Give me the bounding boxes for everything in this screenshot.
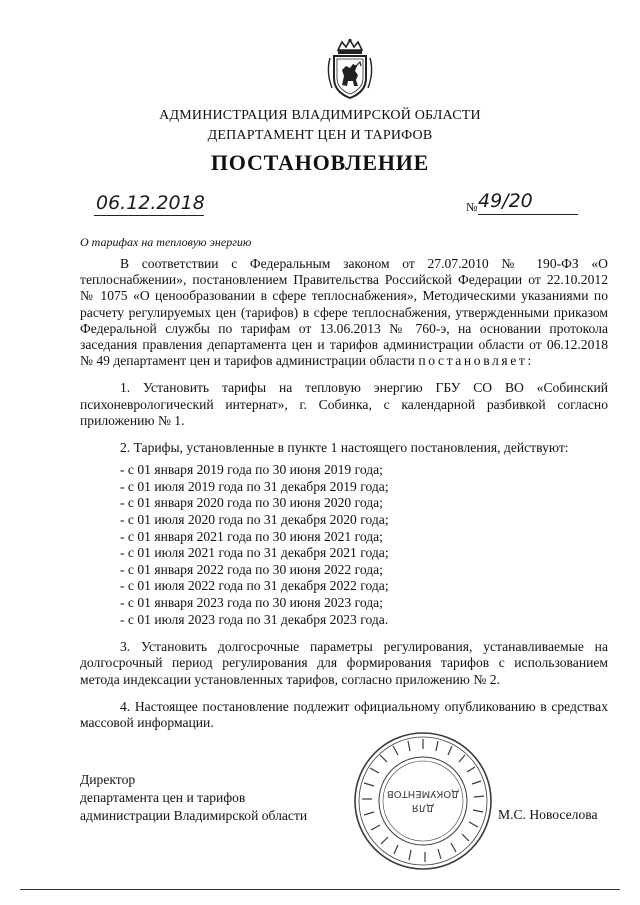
list-item: - с 01 июля 2020 года по 31 декабря 2020 года; (120, 512, 389, 528)
organization-name: АДМИНИСТРАЦИЯ ВЛАДИМИРСКОЙ ОБЛАСТИ (159, 108, 481, 123)
item-3: 3. Установить долгосрочные параметры регулирования, устанавливаемые на долгосрочный период регулирования для формирования тарифов с использованием метода индексации установленных тарифов, согласно приложению № 2. (80, 639, 608, 687)
list-item: - с 01 июля 2023 года по 31 декабря 2023 года. (120, 611, 389, 627)
preamble-text: В соответствии с Федеральным законом от 27.07.2010 № 190-ФЗ «О теплоснабжении», постановлением Правительства Российской Федерации от 22.10.2012 № 1075 «О ценообразовании в сфере теплоснабжения», Методическими указаниями по расчету регулируемых цен (тарифов) в сфере теплоснабжения, утвержденными приказом Федеральной службы по тарифам от 13.06.2013 № 760-э, на основании протокола заседания правления департамента цен и тарифов администрации области от 06.12.2018 № 49 департамент цен и тарифов администрации области (80, 256, 608, 369)
seal-center-line-1: ДЛЯ (411, 802, 435, 813)
seal-center-line-2: ДОКУМЕНТОВ (386, 788, 460, 799)
document-date: 06.12.2018 (96, 192, 205, 214)
date-underline (94, 215, 204, 216)
number-underline (478, 214, 578, 215)
department-name: ДЕПАРТАМЕНТ ЦЕН И ТАРИФОВ (207, 128, 433, 143)
signer-name: М.С. Новоселова (498, 807, 598, 822)
list-item: - с 01 января 2021 года по 30 июня 2021 года; (120, 528, 383, 544)
preamble-keyword: постановляет: (418, 353, 534, 369)
official-seal-stamp (352, 730, 494, 872)
list-item: - с 01 июля 2019 года по 31 декабря 2019 года; (120, 478, 389, 494)
signer-position-3: администрации Владимирской области (80, 808, 308, 823)
list-item: - с 01 января 2020 года по 30 июня 2020 года; (120, 495, 383, 511)
signer-position-2: департамента цен и тарифов (80, 790, 246, 805)
signer-position-1: Директор (80, 772, 136, 787)
document-number: 49/20 (478, 190, 533, 212)
signature-block (80, 771, 307, 825)
number-label: № (466, 200, 478, 214)
list-item: - с 01 января 2022 года по 30 июня 2022 года; (120, 561, 383, 577)
item-1: 1. Установить тарифы на тепловую энергию ГБУ СО ВО «Собинский психоневрологический интернат», г. Собинка, с календарной разбивкой согласно приложению № 1. (80, 380, 608, 428)
list-item: - с 01 января 2023 года по 30 июня 2023 года; (120, 594, 383, 610)
preamble-paragraph (80, 256, 608, 369)
item-2: 2. Тарифы, установленные в пункте 1 настоящего постановления, действуют: (120, 440, 569, 456)
document-title: ПОСТАНОВЛЕНИЕ (210, 150, 430, 175)
document-subject: О тарифах на тепловую энергию (80, 235, 252, 249)
list-item: - с 01 июля 2021 года по 31 декабря 2021 года; (120, 545, 389, 561)
document-body (80, 256, 608, 731)
list-item: - с 01 января 2019 года по 30 июня 2019 года; (120, 462, 383, 478)
coat-of-arms-icon (324, 38, 376, 100)
footer-divider (20, 889, 620, 890)
validity-periods-list (80, 462, 608, 628)
list-item: - с 01 июля 2022 года по 31 декабря 2022 года; (120, 578, 389, 594)
item-4: 4. Настоящее постановление подлежит официальному опубликованию в средствах массовой информации. (80, 698, 608, 730)
